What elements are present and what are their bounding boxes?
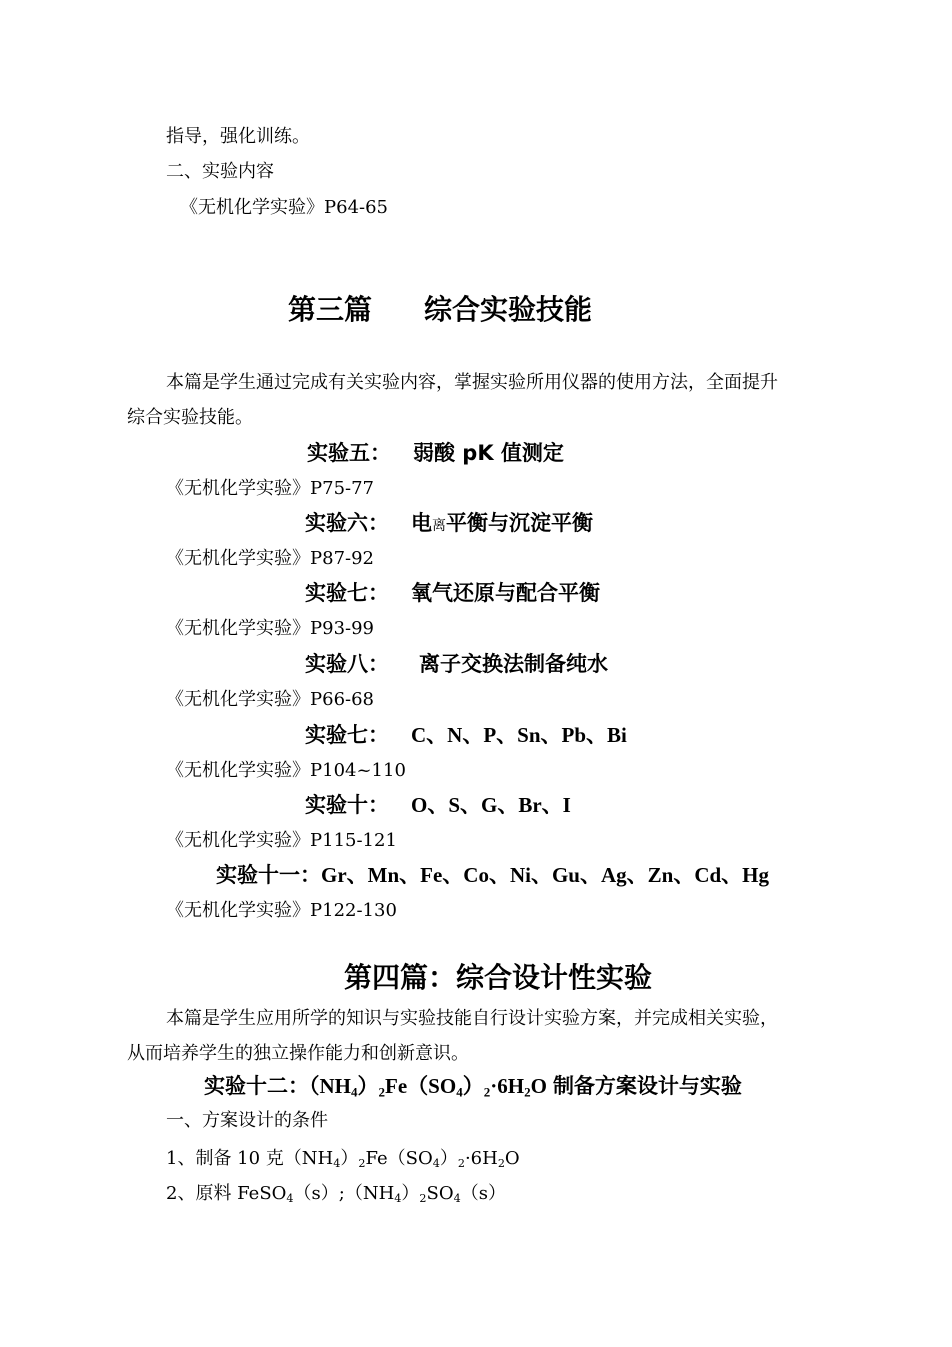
text-part: ） bbox=[340, 1148, 359, 1169]
text-part: （s）;（NH bbox=[293, 1183, 395, 1204]
intro-line-2: 二、实验内容 bbox=[166, 161, 274, 182]
experiment-title: 弱酸 pK 值测定 bbox=[413, 441, 564, 465]
formula-part: ） bbox=[357, 1074, 379, 1098]
section-heading: 一、方案设计的条件 bbox=[166, 1110, 328, 1131]
experiment-label: 实验十： bbox=[305, 793, 389, 817]
experiment-label: 实验十一： bbox=[216, 863, 321, 887]
experiment-title: 离子交换法制备纯水 bbox=[419, 652, 608, 676]
formula-subscript: 4 bbox=[333, 1156, 341, 1170]
text-part: ） bbox=[401, 1183, 420, 1204]
experiment-label: 实验五： bbox=[307, 441, 391, 465]
experiment-title: 制备方案设计与实验 bbox=[552, 1074, 742, 1098]
experiment-reference: 《无机化学实验》P66-68 bbox=[166, 689, 375, 710]
experiment-reference: 《无机化学实验》P87-92 bbox=[166, 548, 375, 569]
experiment-12-formula bbox=[309, 1074, 547, 1098]
experiment-reference: 《无机化学实验》P104~110 bbox=[166, 760, 406, 781]
experiment-heading bbox=[307, 440, 564, 466]
formula-subscript: 4 bbox=[394, 1191, 402, 1205]
part3-para-line-2: 综合实验技能。 bbox=[127, 407, 253, 428]
formula-part: （NH bbox=[309, 1074, 351, 1098]
formula-subscript: 2 bbox=[457, 1156, 465, 1170]
experiment-title: Gr、Mn、Fe、Co、Ni、Gu、Ag、Zn、Cd、Hg bbox=[321, 863, 770, 887]
experiment-title: O、S、G、Br、I bbox=[411, 793, 571, 817]
experiment-title-part: 平衡与沉淀平衡 bbox=[446, 511, 593, 535]
text-part: SO bbox=[426, 1183, 454, 1204]
experiment-title-part: 离 bbox=[432, 518, 446, 534]
formula-subscript: 4 bbox=[286, 1191, 294, 1205]
experiment-reference: 《无机化学实验》P115-121 bbox=[166, 830, 397, 851]
text-part: O bbox=[504, 1148, 520, 1169]
experiment-heading bbox=[305, 510, 593, 539]
part4-para-line-2: 从而培养学生的独立操作能力和创新意识。 bbox=[127, 1043, 469, 1064]
text-part: 2、原料 FeSO bbox=[166, 1183, 287, 1204]
intro-line-1: 指导，强化训练。 bbox=[166, 126, 310, 147]
formula-part: ） bbox=[462, 1074, 484, 1098]
experiment-heading bbox=[305, 651, 608, 677]
formula-subscript: 2 bbox=[524, 1084, 531, 1100]
formula-subscript: 2 bbox=[497, 1156, 505, 1170]
experiment-label: 实验六： bbox=[305, 511, 389, 535]
formula-part: O bbox=[530, 1074, 547, 1098]
part3-title-prefix: 第三篇 bbox=[288, 293, 373, 326]
formula-subscript: 4 bbox=[432, 1156, 440, 1170]
experiment-12-heading bbox=[204, 1073, 742, 1099]
formula-subscript: 2 bbox=[483, 1084, 491, 1100]
formula-part: ·6H bbox=[490, 1074, 525, 1098]
part4-para-line-1: 本篇是学生应用所学的知识与实验技能自行设计实验方案，并完成相关实验， bbox=[166, 1008, 778, 1029]
formula-subscript: 4 bbox=[456, 1084, 463, 1100]
experiment-label: 实验七： bbox=[305, 723, 389, 747]
text-part: 1、制备 10 克（NH bbox=[166, 1148, 334, 1169]
experiment-title-part: 电 bbox=[411, 511, 432, 535]
experiment-title: C、N、P、Sn、Pb、Bi bbox=[411, 723, 627, 747]
text-part: ） bbox=[439, 1148, 458, 1169]
text-part: ·6H bbox=[464, 1148, 498, 1169]
experiment-label: 实验十二： bbox=[204, 1074, 309, 1098]
intro-line-3: 《无机化学实验》P64-65 bbox=[180, 197, 389, 218]
experiment-heading bbox=[305, 722, 627, 748]
experiment-title: 氧气还原与配合平衡 bbox=[411, 581, 600, 605]
part3-title bbox=[288, 293, 592, 327]
experiment-heading bbox=[216, 862, 769, 888]
experiment-reference: 《无机化学实验》P122-130 bbox=[166, 900, 397, 921]
part3-title-main: 综合实验技能 bbox=[424, 293, 593, 326]
condition-item-1 bbox=[166, 1148, 520, 1170]
experiment-reference: 《无机化学实验》P75-77 bbox=[166, 478, 375, 499]
experiment-heading bbox=[305, 792, 571, 818]
part4-title: 第四篇：综合设计性实验 bbox=[344, 961, 653, 994]
formula-subscript: 2 bbox=[358, 1156, 366, 1170]
experiment-label: 实验七： bbox=[305, 581, 389, 605]
formula-subscript: 2 bbox=[419, 1191, 427, 1205]
formula-subscript: 2 bbox=[378, 1084, 386, 1100]
formula-part: Fe（SO bbox=[385, 1074, 457, 1098]
text-part: Fe（SO bbox=[365, 1148, 433, 1169]
formula-subscript: 4 bbox=[453, 1191, 461, 1205]
experiment-reference: 《无机化学实验》P93-99 bbox=[166, 618, 375, 639]
condition-item-2 bbox=[166, 1183, 506, 1205]
experiment-label: 实验八： bbox=[305, 652, 389, 676]
formula-subscript: 4 bbox=[351, 1084, 358, 1100]
text-part: （s） bbox=[460, 1183, 506, 1204]
part3-para-line-1: 本篇是学生通过完成有关实验内容，掌握实验所用仪器的使用方法，全面提升 bbox=[166, 372, 778, 393]
experiment-heading bbox=[305, 580, 600, 606]
